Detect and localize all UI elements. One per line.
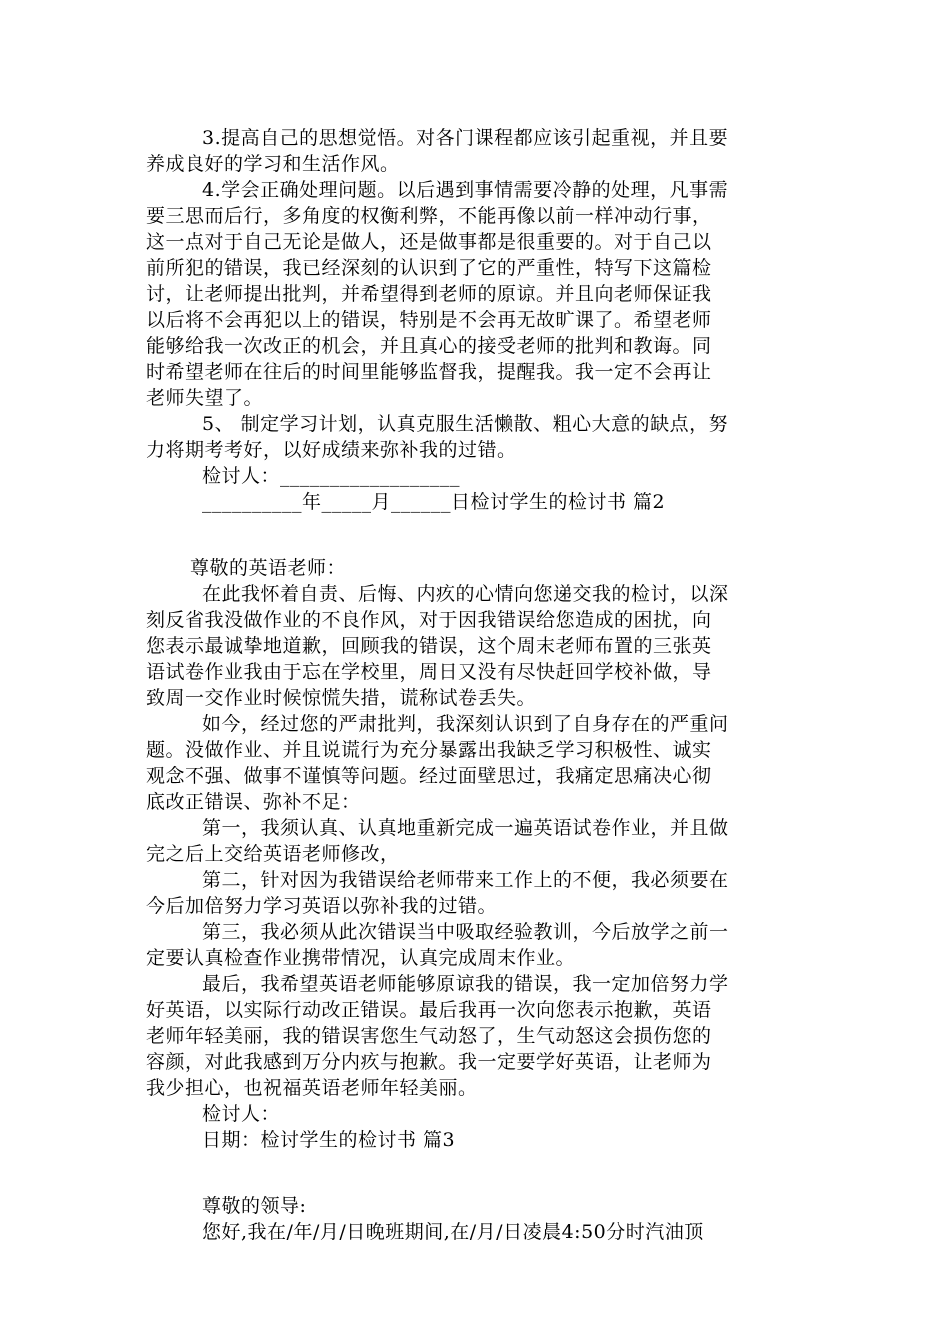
body-line: 底改正错误、弥补不足： bbox=[146, 791, 361, 813]
paragraph-4-line: 老师失望了。 bbox=[146, 387, 264, 409]
paragraph-5-line-1: 5、 制定学习计划，认真克服生活懒散、粗心大意的缺点，努 bbox=[202, 413, 729, 435]
body-line: 第三，我必须从此次错误当中吸取经验教训，今后放学之前一 bbox=[202, 921, 729, 943]
body-line: 题。没做作业、并且说谎行为充分暴露出我缺乏学习积极性、诚实 bbox=[146, 739, 712, 761]
body-line: 如今，经过您的严肃批判，我深刻认识到了自身存在的严重问 bbox=[202, 713, 729, 735]
signer-line: 检讨人： bbox=[202, 1103, 281, 1125]
body-line: 刻反省我没做作业的不良作风，对于因我错误给您造成的困扰，向 bbox=[146, 609, 712, 631]
paragraph-4-line: 以后将不会再犯以上的错误，特别是不会再无故旷课了。希望老师 bbox=[146, 309, 712, 331]
paragraph-3-line-1: 3.提高自己的思想觉悟。对各门课程都应该引起重视，并且要 bbox=[202, 127, 729, 149]
body-line: 观念不强、做事不谨慎等问题。经过面壁思过，我痛定思痛决心彻 bbox=[146, 765, 712, 787]
body-line: 容颜，对此我感到万分内疚与抱歉。我一定要学好英语，让老师为 bbox=[146, 1051, 712, 1073]
date-heading: __________年_____月______日检讨学生的检讨书 篇2 bbox=[202, 491, 666, 513]
signer-line: 检讨人：__________________ bbox=[202, 465, 461, 487]
body-line: 您好,我在/年/月/日晚班期间,在/月/日凌晨4:50分时汽油顶 bbox=[202, 1221, 704, 1243]
paragraph-4-line: 4.学会正确处理问题。以后遇到事情需要冷静的处理，凡事需 bbox=[202, 179, 729, 201]
body-line: 我少担心，也祝福英语老师年轻美丽。 bbox=[146, 1077, 478, 1099]
paragraph-4-line: 这一点对于自己无论是做人，还是做事都是很重要的。对于自己以 bbox=[146, 231, 712, 253]
paragraph-5-line-2: 力将期考考好，以好成绩来弥补我的过错。 bbox=[146, 439, 517, 461]
date-heading: 日期：检讨学生的检讨书 篇3 bbox=[202, 1129, 456, 1151]
paragraph-3-line-2: 养成良好的学习和生活作风。 bbox=[146, 153, 400, 175]
body-line: 语试卷作业我由于忘在学校里，周日又没有尽快赶回学校补做，导 bbox=[146, 661, 712, 683]
body-line: 您表示最诚挚地道歉，回顾我的错误，这个周末老师布置的三张英 bbox=[146, 635, 712, 657]
body-line: 第二，针对因为我错误给老师带来工作上的不便，我必须要在 bbox=[202, 869, 729, 891]
paragraph-4-line: 前所犯的错误，我已经深刻的认识到了它的严重性，特写下这篇检 bbox=[146, 257, 712, 279]
paragraph-4-line: 要三思而后行，多角度的权衡利弊，不能再像以前一样冲动行事， bbox=[146, 205, 712, 227]
body-line: 老师年轻美丽，我的错误害您生气动怒了，生气动怒这会损伤您的 bbox=[146, 1025, 712, 1047]
salutation: 尊敬的领导: bbox=[202, 1195, 307, 1217]
body-line: 今后加倍努力学习英语以弥补我的过错。 bbox=[146, 895, 498, 917]
body-line: 好英语，以实际行动改正错误。最后我再一次向您表示抱歉，英语 bbox=[146, 999, 712, 1021]
body-line: 致周一交作业时候惊慌失措，谎称试卷丢失。 bbox=[146, 687, 537, 709]
paragraph-4-line: 时希望老师在往后的时间里能够监督我，提醒我。我一定不会再让 bbox=[146, 361, 712, 383]
body-line: 完之后上交给英语老师修改， bbox=[146, 843, 400, 865]
salutation: 尊敬的英语老师： bbox=[190, 557, 347, 579]
body-line: 在此我怀着自责、后悔、内疚的心情向您递交我的检讨，以深 bbox=[202, 583, 729, 605]
paragraph-4-line: 讨，让老师提出批判，并希望得到老师的原谅。并且向老师保证我 bbox=[146, 283, 712, 305]
paragraph-4-line: 能够给我一次改正的机会，并且真心的接受老师的批判和教诲。同 bbox=[146, 335, 712, 357]
body-line: 第一，我须认真、认真地重新完成一遍英语试卷作业，并且做 bbox=[202, 817, 729, 839]
body-line: 最后，我希望英语老师能够原谅我的错误，我一定加倍努力学 bbox=[202, 973, 729, 995]
body-line: 定要认真检查作业携带情况，认真完成周末作业。 bbox=[146, 947, 576, 969]
